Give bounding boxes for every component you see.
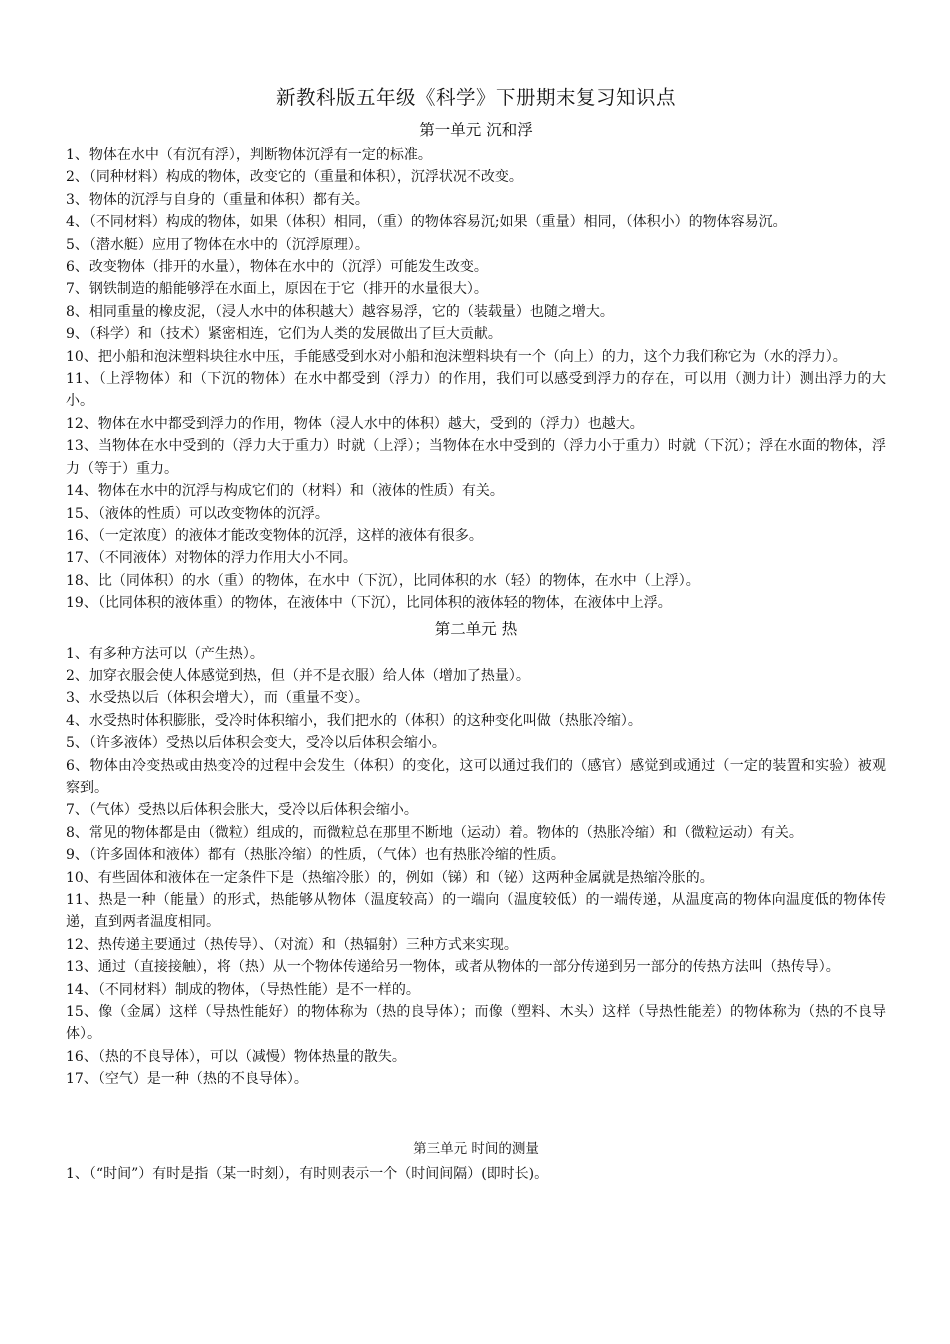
list-item: 12、物体在水中都受到浮力的作用，物体（浸人水中的体积）越大，受到的（浮力）也越大。	[66, 415, 644, 432]
unit3-list	[66, 1163, 886, 1185]
list-item: 14、物体在水中的沉浮与构成它们的（材料）和（液体的性质）有关。	[66, 483, 504, 500]
list-item: 7、钢铁制造的船能够浮在水面上，原因在于它（排开的水量很大）。	[66, 281, 488, 298]
list-item: 16、（热的不良导体），可以（减慢）物体热量的散失。	[66, 1048, 406, 1065]
unit3-heading: 第三单元 时间的测量	[413, 1140, 539, 1157]
list-item: 8、常见的物体都是由（微粒）组成的，而微粒总在那里不断地（运动）着。物体的（热胀冷缩）和（微粒运动）有关。	[66, 824, 803, 841]
list-item: 15、（液体的性质）可以改变物体的沉浮。	[66, 505, 329, 522]
list-item: 4、（不同材料）构成的物体，如果（体积）相同，（重）的物体容易沉;如果（重量）相同，（体积小）的物体容易沉。	[66, 214, 787, 231]
list-item: 6、物体由冷变热或由热变冷的过程中会发生（体积）的变化，这可以通过我们的（感官）感觉到或通过（一定的装置和实验）被观察到。	[66, 757, 886, 796]
unit1-heading: 第一单元 沉和浮	[419, 121, 533, 139]
unit2-heading: 第二单元 热	[434, 619, 518, 638]
list-item: 12、热传递主要通过（热传导）、（对流）和（热辐射）三种方式来实现。	[66, 936, 518, 953]
list-item: 4、水受热时体积膨胀，受冷时体积缩小，我们把水的（体积）的这种变化叫做（热胀冷缩）。	[66, 712, 642, 729]
list-item: 15、像（金属）这样（导热性能好）的物体称为（热的良导体）；而像（塑料、木头）这样（导热性能差）的物体称为（热的不良导体）。	[66, 1004, 886, 1043]
list-item: 5、（潜水艇）应用了物体在水中的（沉浮原理）。	[66, 236, 369, 253]
list-item: 19、（比同体积的液体重）的物体，在液体中（下沉），比同体积的液体轻的物体，在液体中上浮。	[66, 595, 672, 612]
list-item: 17、（空气）是一种（热的不良导体）。	[66, 1071, 308, 1088]
list-item: 9、（科学）和（技术）紧密相连，它们为人类的发展做出了巨大贡献。	[66, 326, 502, 343]
list-item: 16、（一定浓度）的液体才能改变物体的沉浮，这样的液体有很多。	[66, 527, 483, 544]
list-item: 7、（气体）受热以后体积会胀大，受冷以后体积会缩小。	[66, 802, 418, 819]
list-item: 5、（许多液体）受热以后体积会变大，受冷以后体积会缩小。	[66, 735, 446, 752]
unit1-list	[66, 144, 886, 615]
list-item: 3、水受热以后（体积会增大），而（重量不变）。	[66, 690, 369, 707]
section-spacer	[66, 1091, 886, 1135]
list-item: 10、把小船和泡沫塑料块往水中压，手能感受到水对小船和泡沫塑料块有一个（向上）的力，这个力我们称它为（水的浮力）。	[66, 348, 847, 365]
list-item: 13、当物体在水中受到的（浮力大于重力）时就（上浮）；当物体在水中受到的（浮力小于重力）时就（下沉）；浮在水面的物体，浮力（等于）重力。	[66, 438, 886, 477]
document-title: 新教科版五年级《科学》下册期末复习知识点	[275, 86, 676, 109]
list-item: 1、（“时间”）有时是指（某一时刻），有时则表示一个（时间间隔）(即时长)。	[66, 1165, 549, 1182]
list-item: 11、热是一种（能量）的形式，热能够从物体（温度较高）的一端向（温度较低）的一端传递，从温度高的物体向温度低的物体传递，直到两者温度相同。	[66, 892, 886, 931]
list-item: 11、（上浮物体）和（下沉的物体）在水中都受到（浮力）的作用，我们可以感受到浮力的存在，可以用（测力计）测出浮力的大小。	[66, 371, 886, 410]
list-item: 2、（同种材料）构成的物体，改变它的（重量和体积），沉浮状况不改变。	[66, 169, 523, 186]
list-item: 10、有些固体和液体在一定条件下是（热缩冷胀）的，例如（锑）和（铋）这两种金属就是热缩冷胀的。	[66, 869, 714, 886]
list-item: 13、通过（直接接触），将（热）从一个物体传递给另一物体，或者从物体的一部分传递到另一部分的传热方法叫（热传导）。	[66, 959, 840, 976]
list-item: 9、（许多固体和液体）都有（热胀冷缩）的性质，（气体）也有热胀冷缩的性质。	[66, 847, 565, 864]
list-item: 17、（不同液体）对物体的浮力作用大小不同。	[66, 550, 357, 567]
list-item: 8、相同重量的橡皮泥，（浸人水中的体积越大）越容易浮，它的（装载量）也随之增大。	[66, 303, 614, 320]
list-item: 6、改变物体（排开的水量），物体在水中的（沉浮）可能发生改变。	[66, 259, 488, 276]
list-item: 2、加穿衣服会使人体感觉到热，但（并不是衣服）给人体（增加了热量）。	[66, 667, 530, 684]
list-item: 3、物体的沉浮与自身的（重量和体积）都有关。	[66, 191, 369, 208]
list-item: 14、（不同材料）制成的物体，（导热性能）是不一样的。	[66, 981, 420, 998]
document-page	[66, 84, 886, 1185]
list-item: 1、有多种方法可以（产生热）。	[66, 645, 264, 662]
unit2-list	[66, 643, 886, 1091]
list-item: 1、物体在水中（有沉有浮），判断物体沉浮有一定的标准。	[66, 147, 432, 163]
list-item: 18、比（同体积）的水（重）的物体，在水中（下沉），比同体积的水（轻）的物体，在水中（上浮）。	[66, 572, 700, 589]
